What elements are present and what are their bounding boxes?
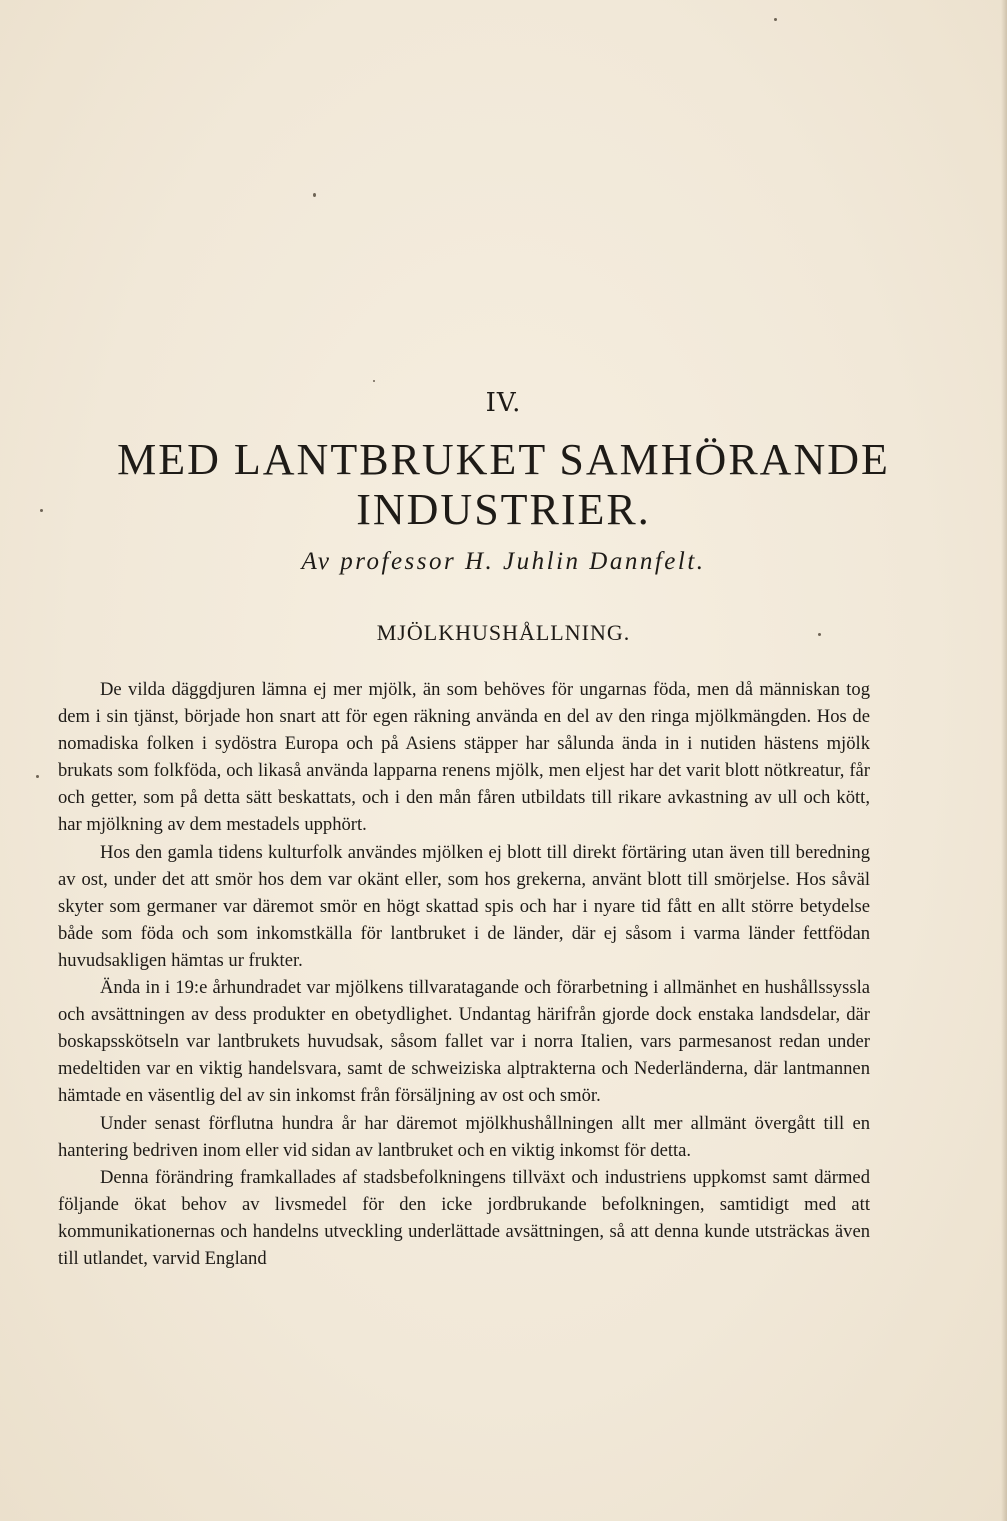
paper-speck [313,193,316,197]
body-text [58,676,870,1272]
paper-speck [36,775,39,778]
paper-speck [774,18,777,21]
paragraph: De vilda däggdjuren lämna ej mer mjölk, än som behöves för ungarnas föda, men då människan tog dem i sin tjänst, började hon snart att för egen räkning använda en del av den ringa mjölkmängden. Hos de nomadiska folken i sydöstra Europa och på Asiens stäpper har sålunda ända in i nutiden hästens mjölk brukats som folkföda, och likaså använda lapparna renens mjölk, men eljest har det varit blott nötkreatur, får och getter, som på detta sätt beskattats, och i den mån fåren utbildats till rikare avkastning av ull och kött, har mjölkning av dem mestadels upphört. [58,679,870,836]
chapter-title-line-2: INDUSTRIER. [356,485,651,534]
paragraph: Under senast förflutna hundra år har däremot mjölkhushållningen allt mer allmänt övergått till en hantering bedriven inom eller vid sidan av lantbruket och en viktig inkomst för detta. [58,1112,870,1161]
paragraph: Hos den gamla tidens kulturfolk användes mjölken ej blott till direkt förtäring utan även till beredning av ost, under det att smör hos dem var okänt eller, som hos grekerna, använt blott till smörjelse. Hos såväl skyter som germaner var däremot smör en högt skattad spis och har i nyare tid fått en allt större betydelse både som föda och som inkomstkälla för lantbruket i de länder, där ej såsom i varma länder fettfödan huvudsakligen hämtas ur frukter. [58,841,870,971]
paragraph: Ända in i 19:e århundradet var mjölkens tillvaratagande och förarbetning i allmänhet en hushållssyssla och avsättningen av dess produkter en obetydlighet. Undantag härifrån gjorde dock enstaka landsdelar, där boskapsskötseln var lantbrukets huvudsak, såsom fallet var i norra Italien, vars parmesanost redan under medeltiden var en viktig handelsvara, samt de schweiziska alptrakterna och Nederländerna, där lantmannen hämtade en väsentlig del av sin inkomst från försäljning av ost och smör. [58,977,870,1107]
page-edge-shadow [1001,0,1007,1521]
chapter-number: IV. [485,388,522,418]
chapter-title-line-1: MED LANTBRUKET SAMHÖRANDE [117,435,890,484]
author-byline: Av professor H. Juhlin Dannfelt. [301,548,706,575]
section-heading: MJÖLKHUSHÅLLNING. [376,620,631,645]
paragraph: Denna förändring framkallades af stadsbefolkningens tillväxt och industriens uppkomst samt därmed följande ökat behov av livsmedel för den icke jordbrukande befolkningen, samtidigt med att kommunikationernas och handelns utveckling underlättade avsättningen, så att denna kunde utsträckas även till utlandet, varvid England [58,1166,870,1269]
paper-speck [373,380,375,382]
